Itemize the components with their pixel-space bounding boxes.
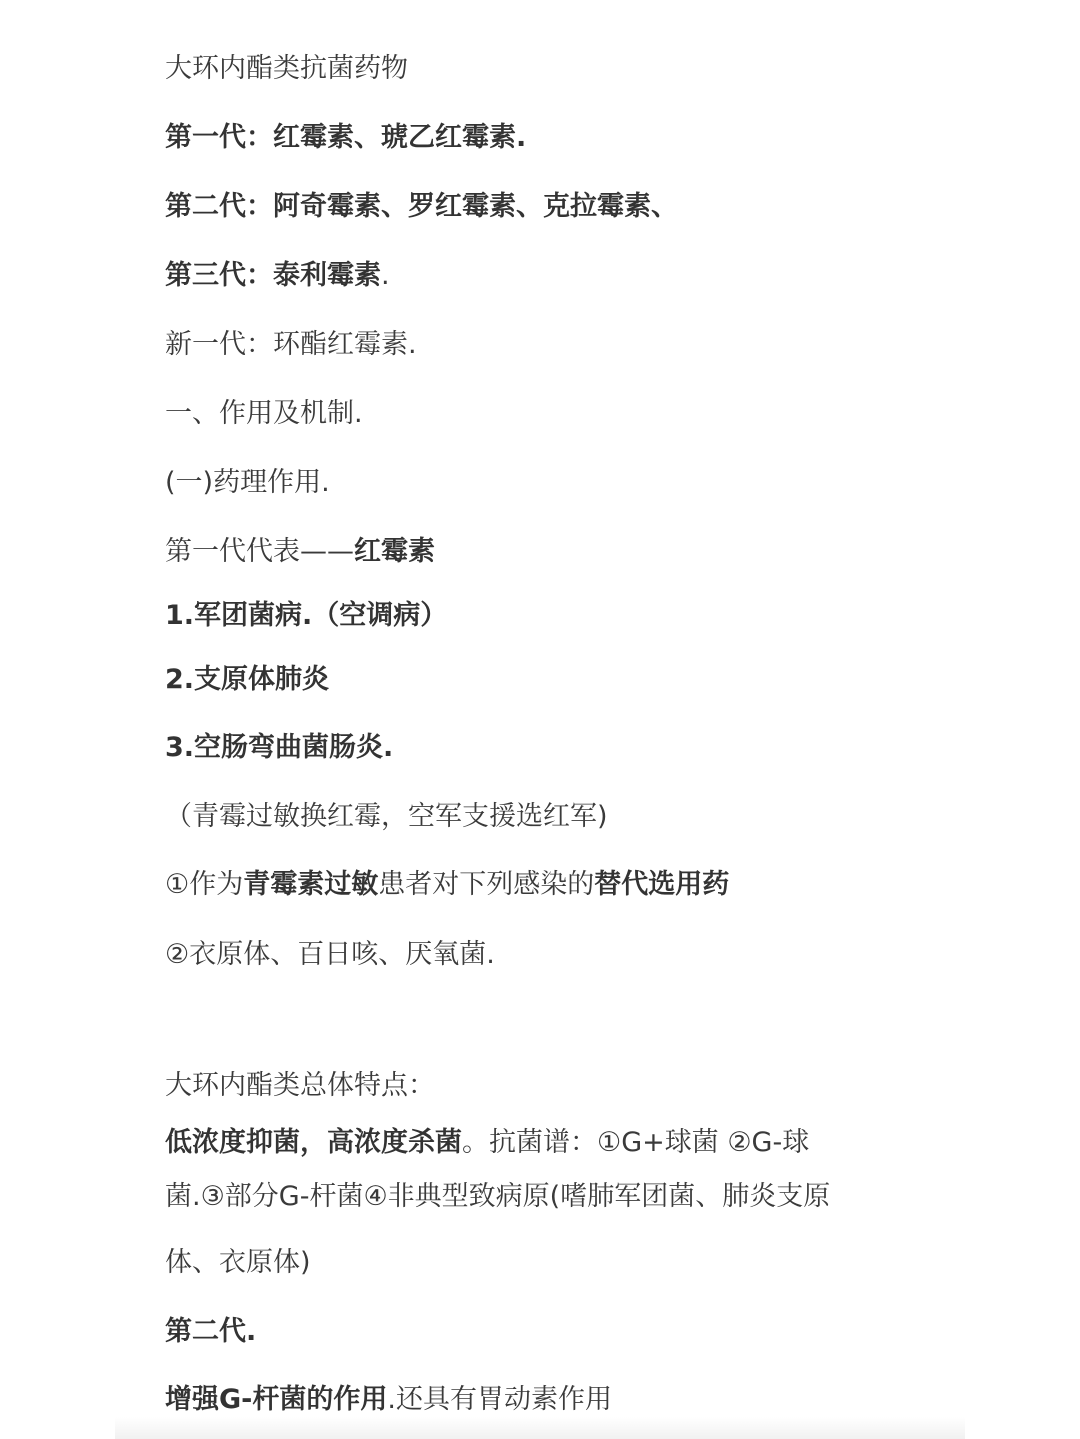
indication-item-3-text: 3.空肠弯曲菌肠炎. — [165, 732, 394, 763]
indication-item-3 — [165, 731, 393, 765]
overall-features-line-3 — [165, 1246, 311, 1280]
mnemonic-line — [165, 800, 608, 834]
new-generation-text: 新一代：环酯红霉素. — [165, 329, 417, 360]
bottom-shadow — [115, 1417, 965, 1439]
third-generation-bold: 第三代：泰利霉素 — [165, 260, 381, 291]
first-generation-line — [165, 121, 526, 155]
penicillin-allergy-bold: 青霉素过敏 — [243, 869, 379, 900]
alternative-drug-line — [165, 868, 729, 902]
subsection-pharmacology-text: (一)药理作用. — [165, 467, 330, 498]
second-generation-heading-text: 第二代. — [165, 1316, 257, 1347]
motilin-effect-text: .还具有胃动素作用 — [387, 1384, 612, 1415]
section-heading-mechanism-text: 一、作用及机制. — [165, 398, 363, 429]
other-infections-text: ②衣原体、百日咳、厌氧菌. — [165, 939, 495, 970]
indication-item-2-text: 2.支原体肺炎 — [165, 664, 330, 695]
first-gen-representative-line — [165, 535, 435, 569]
alternative-drug-middle: 患者对下列感染的 — [378, 869, 595, 900]
doc-title-text: 大环内酯类抗菌药物 — [165, 53, 408, 84]
first-gen-representative-drug: 红霉素 — [354, 536, 435, 567]
concentration-effect-bold: 低浓度抑菌，高浓度杀菌 — [165, 1127, 462, 1158]
subsection-pharmacology — [165, 466, 330, 500]
overall-features-heading-text: 大环内酯类总体特点： — [165, 1070, 435, 1101]
doc-title — [165, 52, 408, 86]
second-generation-heading — [165, 1315, 256, 1349]
overall-features-line-1 — [165, 1126, 809, 1160]
second-generation-feature — [165, 1383, 612, 1417]
spectrum-text-end: 体、衣原体) — [165, 1247, 311, 1278]
third-generation-tail: . — [381, 260, 390, 291]
overall-features-heading — [165, 1069, 435, 1103]
alternative-drug-bold: 替代选用药 — [594, 869, 730, 900]
indication-item-2 — [165, 663, 329, 697]
indication-item-1-text: 1.军团菌病.（空调病） — [165, 600, 448, 631]
mnemonic-text: （青霉过敏换红霉，空军支援选红军) — [165, 801, 608, 832]
first-gen-representative-label: 第一代代表—— — [165, 536, 354, 567]
new-generation-line — [165, 328, 417, 362]
other-infections-line — [165, 938, 495, 972]
third-generation-line — [165, 259, 390, 293]
spectrum-text-continued: 菌.③部分G-杆菌④非典型致病原(嗜肺军团菌、肺炎支原 — [165, 1181, 831, 1212]
first-generation-text: 第一代：红霉素、琥乙红霉素. — [165, 122, 527, 153]
overall-features-line-2 — [165, 1180, 830, 1214]
section-heading-mechanism — [165, 397, 363, 431]
second-generation-text: 第二代：阿奇霉素、罗红霉素、克拉霉素、 — [165, 191, 678, 222]
second-generation-line — [165, 190, 678, 224]
spectrum-text-start: 。抗菌谱：①G+球菌 ②G-球 — [462, 1127, 810, 1158]
alternative-drug-prefix: ①作为 — [165, 869, 244, 900]
gram-negative-effect-bold: 增强G-杆菌的作用 — [165, 1384, 388, 1415]
indication-item-1 — [165, 599, 447, 633]
